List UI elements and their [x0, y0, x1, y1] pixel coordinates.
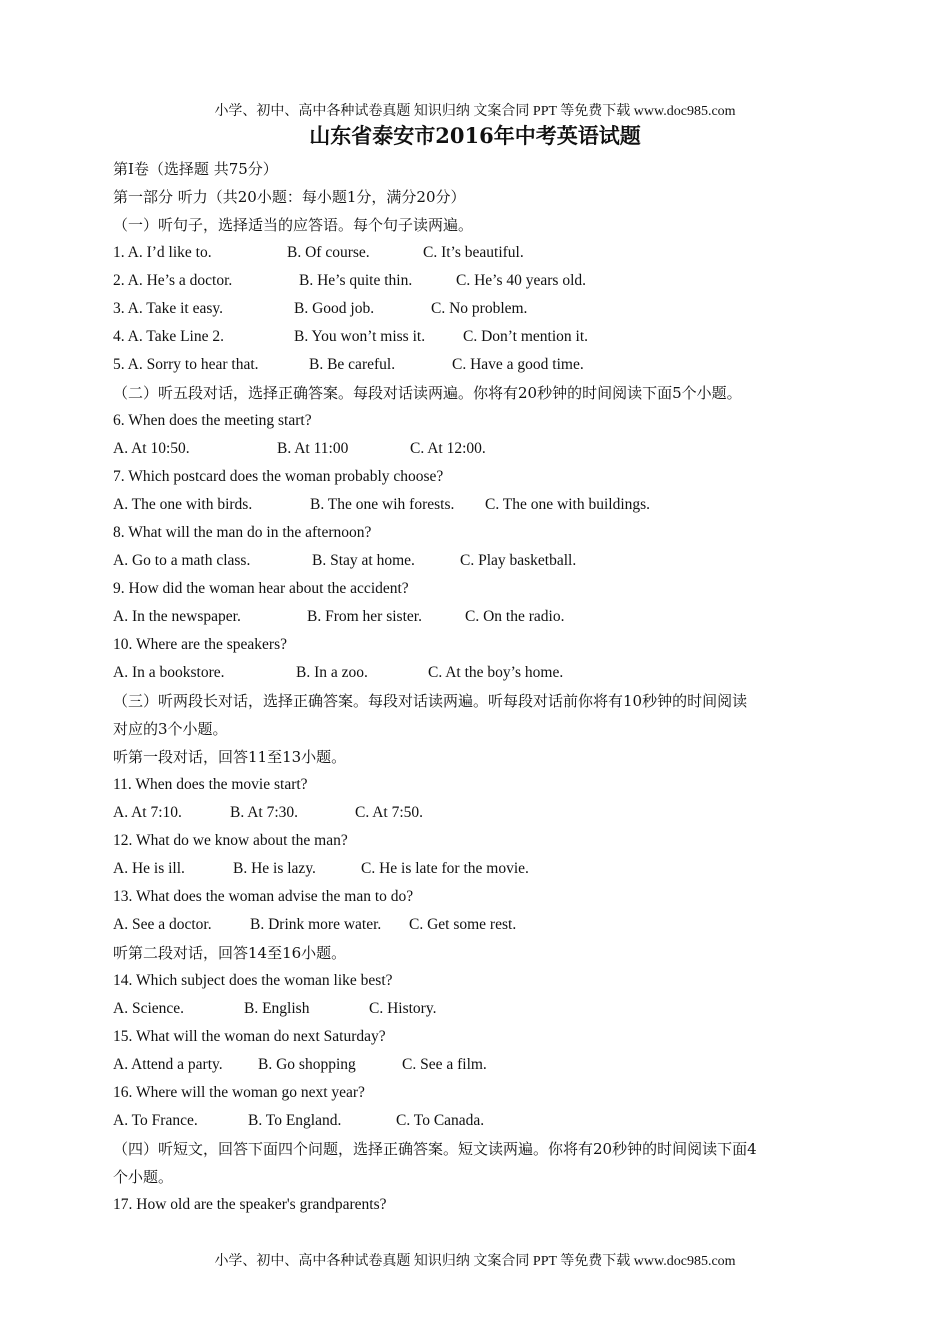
option-a: A. At 7:10. [113, 804, 182, 821]
question-10-options [113, 659, 843, 687]
section-3-instruction-cont: 对应的3个小题。 [113, 720, 228, 738]
option-b: B. English [244, 1000, 310, 1017]
option-b: B. From her sister. [307, 608, 422, 625]
option-b: B. Stay at home. [312, 552, 415, 569]
option-a: A. See a doctor. [113, 916, 212, 933]
option-c: C. At the boy’s home. [428, 664, 564, 681]
question-3-options [113, 295, 843, 323]
option-c: C. See a film. [402, 1056, 487, 1073]
option-b: B. At 7:30. [230, 804, 299, 821]
option-b: B. To England. [248, 1112, 342, 1129]
option-b: B. In a zoo. [296, 664, 368, 681]
section-1-instruction: （一）听句子，选择适当的应答语。每个句子读两遍。 [113, 216, 474, 234]
option-a: 4. A. Take Line 2. [113, 328, 224, 345]
question-15-options [113, 1051, 843, 1079]
option-a: 3. A. Take it easy. [113, 300, 223, 317]
option-b: B. Of course. [287, 244, 370, 261]
section-3-instruction: （三）听两段长对话，选择正确答案。每段对话读两遍。听每段对话前你将有10秒钟的时间阅读 [113, 692, 748, 710]
option-c: C. Have a good time. [452, 356, 584, 373]
option-c: C. Don’t mention it. [463, 328, 589, 345]
option-a: A. Go to a math class. [113, 552, 251, 569]
question-1-options [113, 239, 843, 267]
question-5-options [113, 351, 843, 379]
question-8-options [113, 547, 843, 575]
option-b: B. He is lazy. [233, 860, 316, 877]
question-11-options [113, 799, 843, 827]
section-4-instruction: （四）听短文，回答下面四个问题，选择正确答案。短文读两遍。你将有20秒钟的时间阅读下面4 [113, 1140, 757, 1158]
question-17: 17. How old are the speaker's grandparents? [113, 1196, 387, 1213]
option-b: B. He’s quite thin. [299, 272, 413, 289]
option-b: B. Good job. [294, 300, 375, 317]
dialogue-1-heading: 听第一段对话，回答11至13小题。 [113, 748, 347, 766]
question-12: 12. What do we know about the man? [113, 832, 348, 849]
option-c: C. Play basketball. [460, 552, 577, 569]
question-14-options [113, 995, 843, 1023]
question-6: 6. When does the meeting start? [113, 412, 312, 429]
option-a: A. He is ill. [113, 860, 185, 877]
option-a: A. At 10:50. [113, 440, 190, 457]
option-a: 2. A. He’s a doctor. [113, 272, 233, 289]
page-title: 山东省泰安市2016年中考英语试题 [309, 123, 641, 148]
option-a: 5. A. Sorry to hear that. [113, 356, 259, 373]
section-heading: 第Ⅰ卷（选择题 共75分） [113, 160, 278, 178]
option-b: B. Drink more water. [250, 916, 382, 933]
question-4-options [113, 323, 843, 351]
option-b: B. You won’t miss it. [294, 328, 426, 345]
question-6-options [113, 435, 843, 463]
question-11: 11. When does the movie start? [113, 776, 308, 793]
question-9-options [113, 603, 843, 631]
question-13-options [113, 911, 843, 939]
option-b: B. The one wih forests. [310, 496, 455, 513]
page-footer-banner: 小学、初中、高中各种试卷真题 知识归纳 文案合同 PPT 等免费下载 www.doc985.com [214, 1254, 736, 1269]
option-c: C. At 7:50. [355, 804, 424, 821]
option-a: A. In the newspaper. [113, 608, 241, 625]
question-16: 16. Where will the woman go next year? [113, 1084, 365, 1101]
section-2-instruction: （二）听五段对话，选择正确答案。每段对话读两遍。你将有20秒钟的时间阅读下面5个小题。 [113, 384, 742, 402]
option-b: B. Be careful. [309, 356, 396, 373]
option-c: C. He’s 40 years old. [456, 272, 587, 289]
option-a: A. The one with birds. [113, 496, 253, 513]
question-9: 9. How did the woman hear about the accident? [113, 580, 409, 597]
question-7: 7. Which postcard does the woman probably choose? [113, 468, 444, 485]
question-10: 10. Where are the speakers? [113, 636, 287, 653]
option-a: A. To France. [113, 1112, 198, 1129]
option-c: C. Get some rest. [409, 916, 517, 933]
exam-content [113, 155, 843, 1219]
page-header-banner: 小学、初中、高中各种试卷真题 知识归纳 文案合同 PPT 等免费下载 www.doc985.com [214, 104, 736, 119]
option-c: C. On the radio. [465, 608, 565, 625]
option-c: C. It’s beautiful. [423, 244, 524, 261]
question-2-options [113, 267, 843, 295]
option-c: C. History. [369, 1000, 437, 1017]
option-a: A. Attend a party. [113, 1056, 223, 1073]
option-b: B. Go shopping [258, 1056, 356, 1073]
option-c: C. The one with buildings. [485, 496, 651, 513]
question-13: 13. What does the woman advise the man to do? [113, 888, 414, 905]
option-c: C. He is late for the movie. [361, 860, 529, 877]
option-c: C. To Canada. [396, 1112, 485, 1129]
question-12-options [113, 855, 843, 883]
part-heading: 第一部分 听力（共20小题：每小题1分，满分20分） [113, 188, 466, 206]
option-b: B. At 11:00 [277, 440, 349, 457]
question-15: 15. What will the woman do next Saturday? [113, 1028, 386, 1045]
dialogue-2-heading: 听第二段对话，回答14至16小题。 [113, 944, 347, 962]
option-a: A. Science. [113, 1000, 185, 1017]
question-14: 14. Which subject does the woman like best? [113, 972, 393, 989]
option-c: C. At 12:00. [410, 440, 486, 457]
question-8: 8. What will the man do in the afternoon? [113, 524, 372, 541]
option-a: A. In a bookstore. [113, 664, 225, 681]
option-a: 1. A. I’d like to. [113, 244, 212, 261]
option-c: C. No problem. [431, 300, 528, 317]
question-7-options [113, 491, 843, 519]
question-16-options [113, 1107, 843, 1135]
section-4-instruction-cont: 个小题。 [113, 1168, 174, 1186]
